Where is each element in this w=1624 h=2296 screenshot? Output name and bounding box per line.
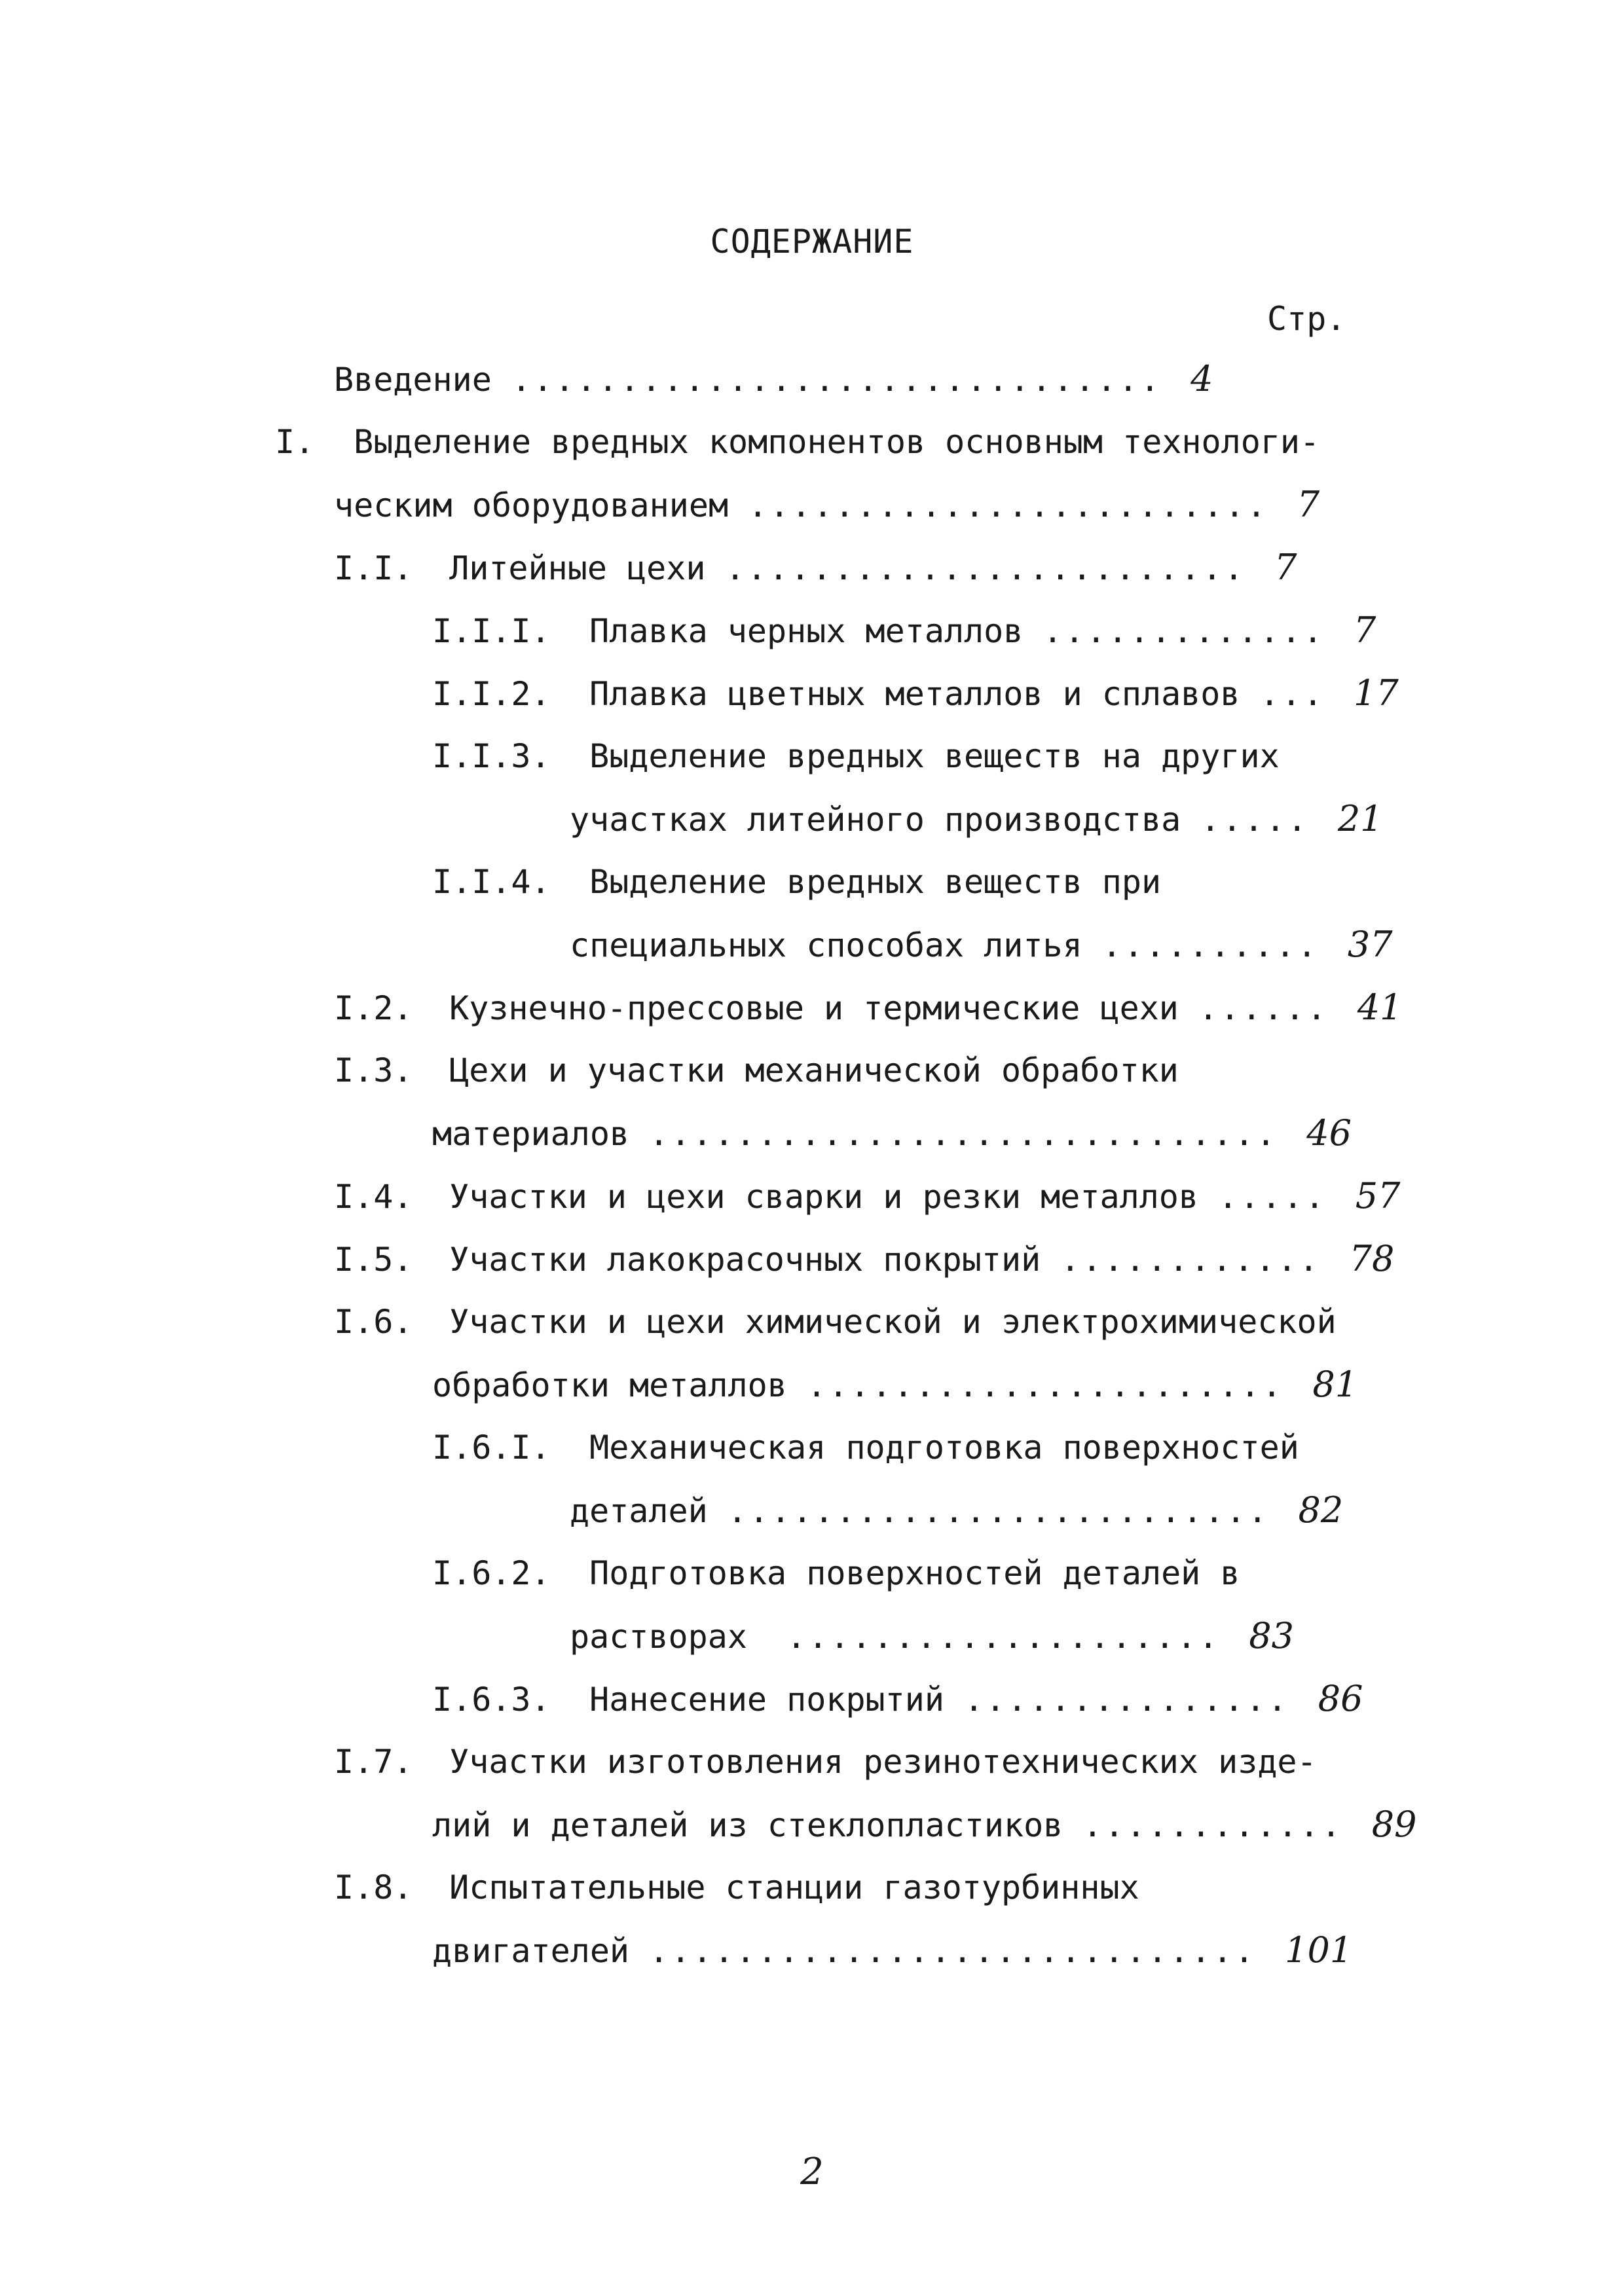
- toc-entry-text: Подготовка поверхностей деталей в: [589, 1554, 1240, 1592]
- toc-entry-text: Кузнечно-прессовые и термические цехи: [449, 989, 1179, 1027]
- toc-entry-text: Участки лакокрасочных покрытий: [449, 1241, 1041, 1279]
- toc-entry-1-7: [334, 1742, 1317, 1781]
- toc-page-number: 57: [1355, 1175, 1401, 1216]
- toc-leader-dots: ......: [1198, 989, 1329, 1027]
- toc-page-number: 21: [1337, 798, 1383, 839]
- toc-entry-number: I.6.3.: [432, 1681, 551, 1719]
- page-column-label: Стр.: [1267, 300, 1346, 338]
- toc-entry-number: I.I.4.: [432, 863, 551, 901]
- toc-entry-number: I.I.: [334, 549, 413, 587]
- toc-entry-1-3: [334, 1051, 1179, 1090]
- toc-page-number: 41: [1357, 987, 1403, 1028]
- toc-entry-1-8-cont: [432, 1931, 1352, 1970]
- toc-entry-text: растворах: [570, 1618, 747, 1656]
- toc-entry-text: двигателей: [432, 1932, 630, 1970]
- toc-leader-dots: ...: [1259, 675, 1325, 713]
- toc-entry-text: Участки изготовления резинотехнических изде-: [449, 1743, 1317, 1781]
- toc-page-number: 7: [1274, 547, 1297, 588]
- toc-entry-text: Выделение вредных компонентов основным технологи-: [354, 423, 1320, 461]
- toc-entry-1-1-2: [432, 674, 1399, 713]
- toc-entry-text: обработки металлов: [432, 1366, 787, 1404]
- toc-entry-text: Выделение вредных веществ на других: [589, 737, 1280, 775]
- toc-entry-text: Нанесение покрытий: [589, 1681, 944, 1719]
- toc-entry-text: материалов: [432, 1115, 630, 1153]
- toc-entry-text: Механическая подготовка поверхностей: [589, 1429, 1299, 1467]
- toc-entry-number: I.4.: [334, 1178, 413, 1216]
- toc-page-number: 4: [1190, 358, 1213, 399]
- toc-page-number: 7: [1297, 484, 1320, 525]
- toc-entry-text: Плавка цветных металлов и сплавов: [589, 675, 1240, 713]
- toc-entry-number: I.3.: [334, 1051, 413, 1089]
- toc-entry-text: Цехи и участки механической обработки: [449, 1051, 1179, 1089]
- toc-entry-text: Выделение вредных веществ при: [589, 863, 1162, 901]
- toc-entry-number: I.6.: [334, 1303, 413, 1341]
- toc-entry-text: Введение: [334, 361, 492, 399]
- toc-page-number: 86: [1318, 1678, 1363, 1719]
- toc-page-number: 89: [1371, 1804, 1417, 1845]
- toc-entry-number: I.6.2.: [432, 1554, 551, 1592]
- toc-entry-text: лий и деталей из стеклопластиков: [432, 1806, 1063, 1844]
- toc-entry-1-6-3: [432, 1679, 1363, 1719]
- toc-entry-number: I.I.2.: [432, 675, 551, 713]
- toc-entry-1-6-cont: [432, 1365, 1357, 1404]
- toc-leader-dots: ............: [1060, 1241, 1321, 1279]
- toc-entry-text: Литейные цехи: [449, 549, 706, 587]
- toc-leader-dots: .............: [1043, 612, 1325, 650]
- toc-leader-dots: ....................: [786, 1618, 1221, 1656]
- toc-entry-1-1-3-cont: [570, 799, 1383, 839]
- toc-leader-dots: ........................: [748, 486, 1268, 524]
- page-title: СОДЕРЖАНИЕ: [710, 223, 914, 261]
- toc-entry-1-7-cont: [432, 1805, 1416, 1844]
- toc-leader-dots: ..........: [1101, 926, 1319, 964]
- toc-page-number: 82: [1298, 1489, 1344, 1531]
- toc-entry-1-1: [334, 548, 1297, 587]
- toc-entry-text: деталей: [570, 1492, 708, 1530]
- toc-entry-1-8: [334, 1868, 1139, 1907]
- toc-entry-1: [275, 422, 1320, 462]
- toc-entry-1-6-2-cont: [570, 1616, 1294, 1656]
- toc-leader-dots: .....: [1200, 801, 1309, 839]
- toc-entry-text: ческим оборудованием: [334, 486, 729, 524]
- toc-leader-dots: ............................: [649, 1932, 1257, 1970]
- toc-entry-number: I.5.: [334, 1241, 413, 1279]
- toc-page-number: 81: [1312, 1364, 1358, 1405]
- toc-entry-1-6-2: [432, 1554, 1240, 1593]
- page-number: 2: [800, 2151, 824, 2193]
- toc-entry-text: участках литейного производства: [570, 801, 1181, 839]
- toc-entry-1-6-1-cont: [570, 1491, 1343, 1530]
- toc-page-number: 78: [1349, 1238, 1395, 1279]
- toc-entry-1-2: [334, 988, 1402, 1027]
- toc-entry-text: Участки и цехи сварки и резки металлов: [449, 1178, 1199, 1216]
- toc-entry-1-5: [334, 1239, 1394, 1279]
- toc-entry-1-6: [334, 1302, 1337, 1341]
- toc-entry-number: I.8.: [334, 1868, 413, 1906]
- toc-page-number: 17: [1354, 672, 1399, 714]
- toc-entry-1-6-1: [432, 1428, 1299, 1467]
- toc-leader-dots: .....: [1218, 1178, 1327, 1216]
- toc-entry-number: I.I.I.: [432, 612, 551, 650]
- toc-entry-text: Участки и цехи химической и электрохимической: [449, 1303, 1337, 1341]
- toc-leader-dots: ..............................: [511, 361, 1162, 399]
- toc-page-number: 83: [1249, 1615, 1294, 1656]
- toc-entry-1-1-1: [432, 611, 1376, 650]
- toc-entry-1-cont: [334, 485, 1320, 524]
- toc-leader-dots: .............................: [649, 1115, 1278, 1153]
- toc-entry-number: I.I.3.: [432, 737, 551, 775]
- toc-entry-number: I.7.: [334, 1743, 413, 1781]
- toc-page-number: 7: [1353, 610, 1376, 651]
- toc-entry-1-3-cont: [432, 1114, 1352, 1153]
- toc-leader-dots: ........................: [725, 549, 1246, 587]
- toc-entry-1-1-4-cont: [570, 925, 1393, 964]
- toc-entry-1-1-4: [432, 862, 1161, 902]
- toc-entry-text: Плавка черных металлов: [589, 612, 1024, 650]
- toc-entry-number: I.2.: [334, 989, 413, 1027]
- toc-entry-introduction: [334, 359, 1213, 399]
- toc-entry-1-1-3: [432, 737, 1280, 776]
- toc-leader-dots: ............: [1082, 1806, 1343, 1844]
- toc-entry-1-4: [334, 1176, 1400, 1216]
- toc-leader-dots: ...............: [964, 1681, 1289, 1719]
- toc-leader-dots: ......................: [806, 1366, 1284, 1404]
- toc-entry-text: специальных способах литья: [570, 926, 1082, 964]
- toc-page-number: 46: [1306, 1112, 1352, 1154]
- toc-entry-text: Испытательные станции газотурбинных: [449, 1868, 1139, 1906]
- toc-leader-dots: .........................: [727, 1492, 1270, 1530]
- toc-entry-number: I.6.I.: [432, 1429, 551, 1467]
- toc-entry-number: I.: [275, 423, 315, 461]
- toc-page-number: 37: [1347, 924, 1393, 965]
- toc-page-number: 101: [1285, 1929, 1353, 1971]
